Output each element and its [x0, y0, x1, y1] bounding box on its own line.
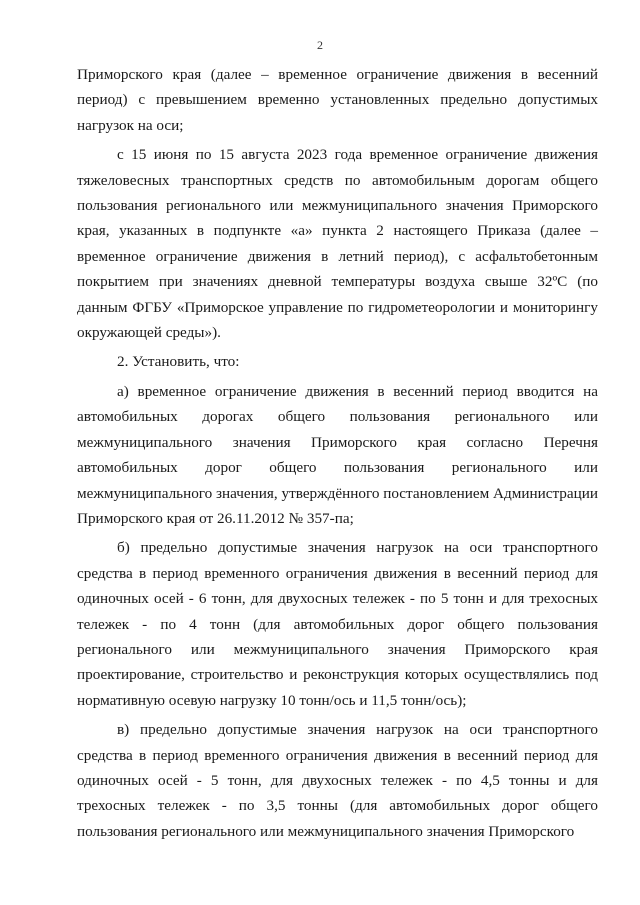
paragraph-item-b: б) предельно допустимые значения нагрузок на оси транспортного средства в период временного ограничения движения в весенний период для одиночных осей - 6 тонн, для двухосных тележек - по 5 тонн и для трехосных тележек - по 4 тонн (для автомобильных дорог общего пользования регионального или межмуниципального значения Приморского края проектирование, строительство и реконструкция которых осуществлялись под нормативную осевую нагрузку 10 тонн/ось и 11,5 тонн/ось); [77, 539, 598, 709]
paragraph-continuation: Приморского края (далее – временное ограничение движения в весенний период) с превышением временно установленных предельно допустимых нагрузок на оси; [77, 66, 598, 134]
document-body [77, 62, 598, 844]
paragraph-section-2-heading: 2. Установить, что: [117, 353, 240, 371]
paragraph-summer-restriction: с 15 июня по 15 августа 2023 года временное ограничение движения тяжеловесных транспортных средств по автомобильным дорогам общего пользования регионального или межмуниципального значения Приморского края, указанных в подпункте «а» пункта 2 настоящего Приказа (далее – временное ограничение движения в летний период), с асфальтобетонным покрытием при значениях дневной температуры воздуха свыше 32ºС (по данным ФГБУ «Приморское управление по гидрометеорологии и мониторингу окружающей среды»). [77, 146, 598, 342]
page-number: 2 [317, 38, 323, 52]
paragraph-item-v: в) предельно допустимые значения нагрузок на оси транспортного средства в период временного ограничения движения в весенний период для одиночных осей - 5 тонн, для двухосных тележек - по 4,5 тонны и для трехосных тележек - по 3,5 тонны (для автомобильных дорог общего пользования регионального или межмуниципального значения Приморского [77, 721, 598, 840]
paragraph-item-a: а) временное ограничение движения в весенний период вводится на автомобильных дорогах общего пользования регионального или межмуниципального значения Приморского края согласно Перечня автомобильных дорог общего пользования регионального или межмуниципального значения, утверждённого постановлением Администрации Приморского края от 26.11.2012 № 357-па; [77, 382, 598, 527]
